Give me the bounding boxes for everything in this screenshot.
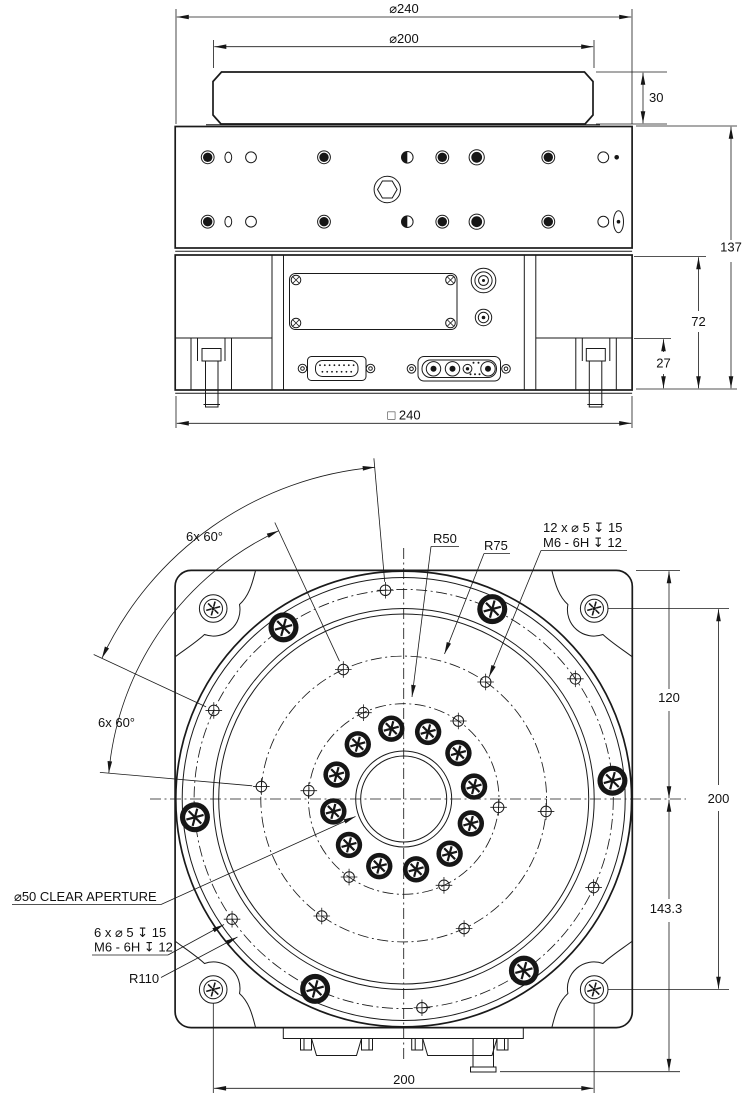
svg-text:M6 - 6H ↧ 12: M6 - 6H ↧ 12 bbox=[94, 939, 173, 955]
mounting-hole bbox=[301, 782, 318, 799]
dim-text-center-to-bottom: 143.3 bbox=[649, 901, 683, 916]
dim-angle-inner bbox=[98, 523, 340, 786]
corner-screw bbox=[580, 976, 608, 1004]
small-pin-hole bbox=[614, 155, 619, 160]
adjustable-foot-right bbox=[576, 338, 617, 407]
platter-screw bbox=[345, 731, 371, 757]
rotor-face-oval bbox=[225, 152, 232, 162]
dim-text-foot-height: 27 bbox=[656, 355, 671, 371]
platter-screw bbox=[445, 740, 471, 766]
dim-text-base-height: 72 bbox=[691, 314, 706, 329]
corner-screw bbox=[580, 595, 608, 623]
mounting-hole bbox=[450, 713, 467, 730]
rotor-face-open bbox=[246, 216, 257, 227]
dim-text-angle-outer: 6x 60° bbox=[186, 529, 224, 544]
corner-screw bbox=[199, 595, 227, 623]
platter-screw bbox=[436, 841, 462, 867]
svg-text:⌀50 CLEAR APERTURE: ⌀50 CLEAR APERTURE bbox=[14, 889, 157, 904]
mounting-hole bbox=[377, 582, 394, 599]
plate-screws bbox=[291, 275, 455, 328]
platter-screw bbox=[366, 853, 392, 879]
platter-screw bbox=[403, 856, 429, 882]
rotor-face-half bbox=[401, 216, 413, 228]
platter-screw bbox=[320, 798, 346, 824]
motor-cover-plate bbox=[290, 274, 458, 330]
mounting-hole bbox=[253, 778, 270, 795]
rotor-hole-rows bbox=[201, 150, 608, 230]
mounting-hole bbox=[355, 704, 372, 721]
mounting-hole bbox=[224, 911, 241, 928]
rotor-face-screw bbox=[201, 151, 214, 164]
combo-power-connector bbox=[407, 357, 510, 382]
mounting-hole bbox=[538, 803, 555, 820]
svg-text:12 x ⌀ 5 ↧ 15: 12 x ⌀ 5 ↧ 15 bbox=[543, 520, 623, 535]
rotor-screw bbox=[269, 612, 299, 642]
platter-screw bbox=[323, 761, 349, 787]
dim-rotor-diameter bbox=[176, 1, 632, 124]
coax-connector-small bbox=[475, 309, 491, 325]
callout-r50 bbox=[412, 531, 459, 697]
rotor-face-screw bbox=[318, 151, 331, 164]
mounting-hole bbox=[341, 869, 358, 886]
corner-pad-lobe bbox=[176, 942, 256, 1028]
mounting-hole bbox=[205, 702, 222, 719]
rotor-screw bbox=[180, 802, 210, 832]
dim-text-screw-spacing-h: 200 bbox=[393, 1072, 415, 1087]
rotor-screw bbox=[509, 956, 539, 986]
mounting-hole bbox=[313, 908, 330, 925]
rotor-screw bbox=[477, 594, 507, 624]
rotor-face-open bbox=[598, 216, 609, 227]
callout-holes-12x bbox=[489, 520, 627, 677]
rotor-face-screw_lg bbox=[469, 150, 484, 165]
side-elevation-view bbox=[175, 1, 742, 428]
coax-connector-large bbox=[471, 268, 496, 293]
rotor-face-screw bbox=[542, 151, 555, 164]
platter-screw bbox=[378, 715, 404, 741]
rotor-face-screw bbox=[436, 215, 449, 228]
corner-pad-lobe bbox=[552, 942, 632, 1028]
svg-text:6 x ⌀ 5 ↧ 15: 6 x ⌀ 5 ↧ 15 bbox=[94, 925, 167, 940]
rotor-face-oval bbox=[225, 217, 232, 227]
dsub15-pins bbox=[319, 364, 354, 372]
rotor-face-screw bbox=[201, 215, 214, 228]
rotor-face-open bbox=[598, 152, 609, 163]
platter-screw bbox=[461, 773, 487, 799]
mounting-hole bbox=[414, 999, 431, 1016]
dsub-underside-left bbox=[301, 1039, 373, 1056]
dim-platter-height bbox=[596, 72, 667, 124]
rotor-screw bbox=[597, 766, 627, 796]
mounting-hole bbox=[335, 661, 352, 678]
base-housing bbox=[175, 255, 632, 407]
adjustable-foot-left bbox=[191, 338, 232, 407]
top-plan-view bbox=[12, 458, 729, 1093]
dim-text-base-width: □ 240 bbox=[387, 407, 421, 423]
dim-plan-right bbox=[500, 570, 729, 1071]
rotor-face-screw bbox=[318, 215, 331, 228]
rotor-face-screw bbox=[542, 215, 555, 228]
rotor-body bbox=[175, 127, 632, 252]
dim-text-top-to-center: 120 bbox=[658, 690, 680, 705]
callout-holes-6x bbox=[92, 925, 224, 956]
mounting-hole bbox=[436, 877, 453, 894]
rotor-face-screw bbox=[436, 151, 449, 164]
rotor-face-screw_lg bbox=[469, 214, 484, 229]
dim-base-width bbox=[176, 396, 632, 428]
center-clamp-hex-screw bbox=[374, 176, 400, 202]
rotor-face-open bbox=[246, 152, 257, 163]
dim-platter-diameter bbox=[214, 31, 595, 68]
svg-text:M6 - 6H ↧ 12: M6 - 6H ↧ 12 bbox=[543, 535, 622, 550]
platter-screw bbox=[336, 832, 362, 858]
dim-text-total-height: 137 bbox=[720, 239, 742, 255]
mounting-hole bbox=[490, 799, 507, 816]
dim-text-rotor-diameter: ⌀240 bbox=[389, 1, 419, 16]
corner-pad-lobe bbox=[552, 571, 632, 657]
svg-text:R50: R50 bbox=[433, 531, 457, 546]
mounting-hole bbox=[567, 671, 584, 688]
rotor-face-half bbox=[401, 152, 413, 164]
dim-text-angle-inner: 6x 60° bbox=[98, 715, 136, 730]
platter-screw bbox=[415, 719, 441, 745]
mounting-hole bbox=[456, 920, 473, 937]
svg-text:R75: R75 bbox=[484, 538, 508, 553]
dsub15-connector bbox=[298, 357, 375, 381]
platter-screw bbox=[458, 810, 484, 836]
dim-text-platter-height: 30 bbox=[649, 90, 664, 105]
callout-r75 bbox=[445, 538, 511, 654]
rotary-platter bbox=[206, 72, 600, 125]
rotor-screw bbox=[300, 974, 330, 1004]
dim-heights bbox=[634, 126, 742, 389]
svg-text:R110: R110 bbox=[129, 971, 160, 986]
dim-text-platter-diameter: ⌀200 bbox=[389, 31, 419, 46]
mounting-hole bbox=[585, 879, 602, 896]
corner-pad-lobe bbox=[176, 571, 256, 657]
mounting-hole bbox=[477, 674, 494, 691]
dim-text-screw-spacing-v: 200 bbox=[707, 791, 730, 806]
radial-port bbox=[614, 211, 624, 233]
corner-screw bbox=[199, 976, 227, 1004]
